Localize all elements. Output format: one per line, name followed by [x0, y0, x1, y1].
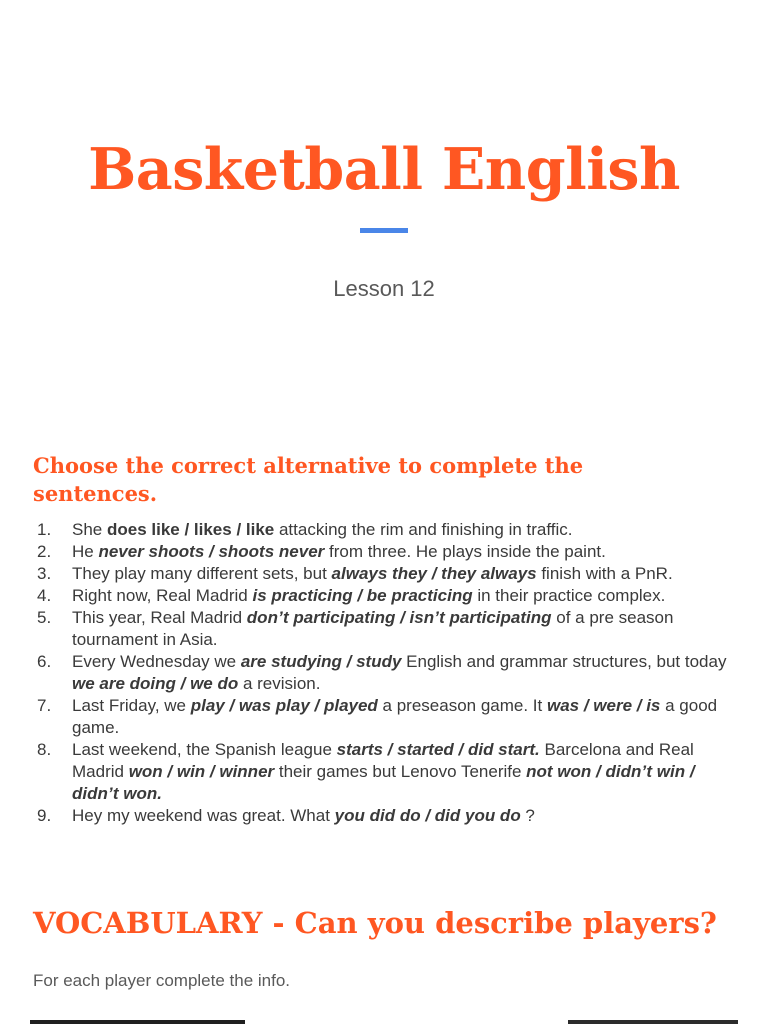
page-title: Basketball English: [88, 136, 680, 203]
sentence-text: This year, Real Madrid: [72, 608, 247, 627]
item-number: 1.: [37, 520, 52, 539]
sentence-text: finish with a PnR.: [536, 564, 673, 583]
sentence-text: Every Wednesday we: [72, 652, 241, 671]
exercise-item-2: [33, 541, 738, 563]
answer-options: never shoots / shoots never: [98, 542, 325, 561]
title-divider: [360, 228, 408, 233]
exercise-heading: Choose the correct alternative to complete the sentences.: [33, 453, 584, 506]
answer-options: starts / started / did start.: [336, 740, 540, 759]
player-photo-right: [568, 1020, 738, 1024]
sentence-text: She: [72, 520, 107, 539]
sentence-text: Last Friday, we: [72, 696, 191, 715]
sentence-text: Right now, Real Madrid: [72, 586, 253, 605]
item-number: 3.: [37, 564, 52, 583]
answer-options: we are doing / we do: [72, 674, 239, 693]
exercise-item-5: [33, 607, 738, 651]
exercise-item-6: [33, 651, 738, 695]
item-number: 7.: [37, 696, 52, 715]
exercise-item-4: [33, 585, 738, 607]
answer-options: does like / likes / like: [106, 520, 275, 539]
answer-options: always they / they always: [331, 564, 537, 583]
sentence-text: Hey my weekend was great. What: [72, 806, 335, 825]
sentence-text: Barcelona and Real Madrid: [72, 740, 694, 781]
vocabulary-heading: VOCABULARY - Can you describe players?: [33, 906, 717, 940]
vocabulary-instruction: For each player complete the info.: [33, 971, 291, 990]
exercise-item-9: [33, 805, 738, 827]
answer-options: is practicing / be practicing: [252, 586, 473, 605]
answer-options: not won / didn’t win / didn’t won.: [72, 762, 695, 803]
answer-options: don’t participating / isn’t participating: [246, 608, 552, 627]
exercise-item-7: [33, 695, 738, 739]
sentence-text: a revision.: [238, 674, 321, 693]
sentence-text: in their practice complex.: [472, 586, 666, 605]
item-number: 8.: [37, 740, 52, 759]
sentence-text: attacking the rim and finishing in traffic.: [274, 520, 573, 539]
answer-options: won / win / winner: [128, 762, 275, 781]
answer-options: was / were / is: [546, 696, 661, 715]
item-number: 4.: [37, 586, 52, 605]
sentence-text: They play many different sets, but: [72, 564, 332, 583]
item-number: 6.: [37, 652, 52, 671]
item-number: 9.: [37, 806, 52, 825]
sentence-text: English and grammar structures, but today: [401, 652, 727, 671]
sentence-text: a preseason game. It: [377, 696, 547, 715]
sentence-text: from three. He plays inside the paint.: [324, 542, 606, 561]
answer-options: are studying / study: [240, 652, 402, 671]
item-number: 2.: [37, 542, 52, 561]
player-photo-left: [30, 1020, 245, 1024]
sentence-text: He: [72, 542, 99, 561]
exercise-list: [33, 519, 738, 827]
sentence-text: a good game.: [72, 696, 718, 737]
answer-options: you did do / did you do: [334, 806, 521, 825]
sentence-text: of a pre season tournament in Asia.: [72, 608, 674, 649]
item-number: 5.: [37, 608, 52, 627]
sentence-text: ?: [520, 806, 535, 825]
answer-options: play / was play / played: [190, 696, 378, 715]
exercise-item-8: [33, 739, 738, 805]
sentence-text: Last weekend, the Spanish league: [72, 740, 337, 759]
sentence-text: their games but Lenovo Tenerife: [274, 762, 527, 781]
lesson-subtitle: Lesson 12: [333, 276, 435, 301]
exercise-item-3: [33, 563, 738, 585]
exercise-item-1: [33, 519, 738, 541]
